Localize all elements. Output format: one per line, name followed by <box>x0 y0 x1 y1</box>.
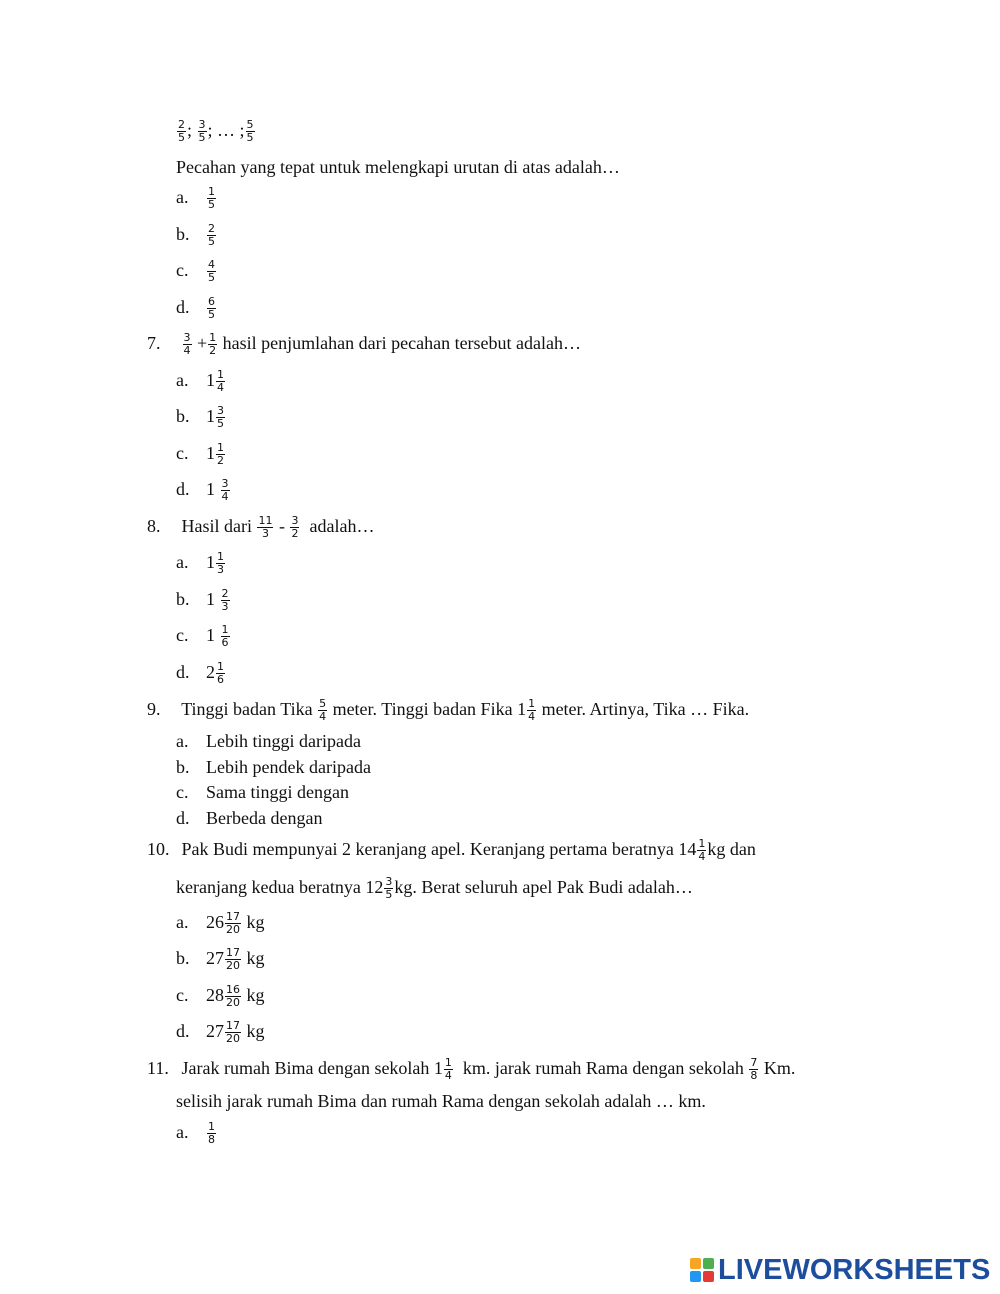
q6-seq-separator: ; <box>187 120 193 140</box>
logo-square-2 <box>703 1258 714 1269</box>
q10-fraction-1: $\frac{1}{4}$ <box>698 837 706 864</box>
q10-fraction-2: $\frac{3}{5}$ <box>385 875 393 902</box>
q6-seq-ellipsis: ; … ; <box>207 120 245 140</box>
q8-number: 8. <box>147 516 161 536</box>
q7-number: 7. <box>147 333 161 353</box>
q6-option-a[interactable]: a. $\frac{1}{5}$ <box>176 185 215 212</box>
q6-text: Pecahan yang tepat untuk melengkapi urutan di atas adalah… <box>176 157 620 177</box>
q11-fraction-rama: $\frac{7}{8}$ <box>750 1056 758 1083</box>
q6-sequence <box>176 119 256 144</box>
logo-square-4 <box>703 1271 714 1282</box>
q10-option-a[interactable]: a. 26 $\frac{17}{20}$ kg <box>176 910 265 937</box>
q8-question: 8. Hasil dari $\frac{11}{3}$ - $\frac{3}{2}$ adalah… <box>147 514 375 541</box>
q6-option-c[interactable]: c. $\frac{4}{5}$ <box>176 258 215 285</box>
q10-option-b[interactable]: b. 27 $\frac{17}{20}$ kg <box>176 946 265 973</box>
q6-option-b[interactable]: b. $\frac{2}{5}$ <box>176 222 215 249</box>
q7-fraction-b: $\frac{1}{2}$ <box>209 331 217 358</box>
q11-fraction-bima: $\frac{1}{4}$ <box>444 1056 452 1083</box>
q8-fraction-b: $\frac{3}{2}$ <box>291 514 299 541</box>
q9-option-c[interactable]: c. Sama tinggi dengan <box>176 782 349 802</box>
q7-option-c[interactable]: c. 1 $\frac{1}{2}$ <box>176 441 224 468</box>
q9-question: 9. Tinggi badan Tika $\frac{5}{4}$ meter. Tinggi badan Fika 1 $\frac{1}{4}$ meter. Artinya, Tika … Fika. <box>147 697 750 724</box>
q6-option-d[interactable]: d. $\frac{6}{5}$ <box>176 295 215 322</box>
q10-option-d[interactable]: d. 27 $\frac{17}{20}$ kg <box>176 1019 265 1046</box>
q9-number: 9. <box>147 699 161 719</box>
q10-question-line-1: 10. Pak Budi mempunyai 2 keranjang apel. Keranjang pertama beratnya 14 $\frac{1}{4}$ kg dan <box>147 837 756 864</box>
q11-question-line-2: selisih jarak rumah Bima dan rumah Rama dengan sekolah adalah … km. <box>176 1091 706 1111</box>
q6-seq-fraction-2: $\frac{3}{5}$ <box>198 118 206 145</box>
q8-option-b[interactable]: b. 1 $\frac{2}{3}$ <box>176 587 229 614</box>
q10-question-line-2: keranjang kedua beratnya 12 $\frac{3}{5}$ kg. Berat seluruh apel Pak Budi adalah… <box>176 875 693 902</box>
q9-fraction-fika: $\frac{1}{4}$ <box>528 697 536 724</box>
q10-option-c[interactable]: c. 28 $\frac{16}{20}$ kg <box>176 983 265 1010</box>
q11-option-a[interactable]: a. $\frac{1}{8}$ <box>176 1120 215 1147</box>
q8-option-a[interactable]: a. 1 $\frac{1}{3}$ <box>176 550 224 577</box>
logo-square-1 <box>690 1258 701 1269</box>
q10-number: 10. <box>147 839 170 859</box>
q9-fraction-tika: $\frac{5}{4}$ <box>319 697 327 724</box>
logo-text: LIVEWORKSHEETS <box>718 1253 991 1286</box>
q9-option-a[interactable]: a. Lebih tinggi daripada <box>176 731 361 751</box>
q6-seq-fraction-1: $\frac{2}{5}$ <box>178 118 185 145</box>
logo-square-3 <box>690 1271 701 1282</box>
q7-option-b[interactable]: b. 1 $\frac{3}{5}$ <box>176 404 224 431</box>
q6-seq-fraction-3: $\frac{5}{5}$ <box>246 118 254 145</box>
q8-fraction-a: $\frac{11}{3}$ <box>258 514 273 541</box>
q11-number: 11. <box>147 1058 169 1078</box>
q9-option-d[interactable]: d. Berbeda dengan <box>176 808 323 828</box>
liveworksheets-logo <box>690 1254 990 1286</box>
q7-option-d[interactable]: d. 1 $\frac{3}{4}$ <box>176 477 229 504</box>
q7-option-a[interactable]: a. 1 $\frac{1}{4}$ <box>176 368 224 395</box>
q8-option-c[interactable]: c. 1 $\frac{1}{6}$ <box>176 623 229 650</box>
q9-option-b[interactable]: b. Lebih pendek daripada <box>176 757 371 777</box>
q8-option-d[interactable]: d. 2 $\frac{1}{6}$ <box>176 660 224 687</box>
q7-question: 7. $\frac{3}{4}$ + $\frac{1}{2}$ hasil penjumlahan dari pecahan tersebut adalah… <box>147 331 582 358</box>
logo-mark-icon <box>690 1258 714 1282</box>
q7-fraction-a: $\frac{3}{4}$ <box>183 331 191 358</box>
q11-question-line-1: 11. Jarak rumah Bima dengan sekolah 1 $\frac{1}{4}$ km. jarak rumah Rama dengan sekolah $\frac{7}{8}$ Km. <box>147 1056 796 1083</box>
